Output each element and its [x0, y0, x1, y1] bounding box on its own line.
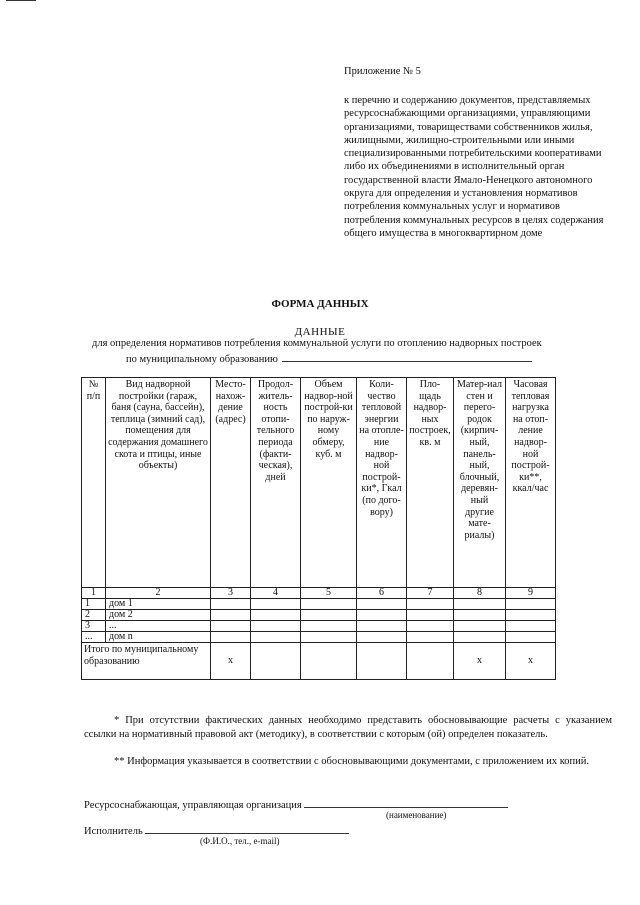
table-cell[interactable] — [301, 643, 357, 680]
performer-label: Исполнитель — [84, 826, 143, 837]
table-cell[interactable] — [506, 621, 556, 632]
column-number: 8 — [454, 588, 506, 599]
row-number: 2 — [82, 610, 106, 621]
header-building-type: Вид надворной постройки (гараж, баня (сауна, бассейн), теплица (зимний сад), помещения для содержания домашнего скота и птицы, иные объекты) — [106, 378, 211, 588]
row-building-name: дом 2 — [106, 610, 211, 621]
header-heat-energy: Коли-чество тепловой энергии на отопле-ние надвор-ной построй-ки*, Гкал (по дого-вору) — [357, 378, 407, 588]
row-number: 3 — [82, 621, 106, 632]
table-cell[interactable] — [211, 599, 251, 610]
column-number: 3 — [211, 588, 251, 599]
form-title: ФОРМА ДАННЫХ — [271, 298, 369, 310]
performer-caption: (Ф.И.О., тел., e-mail) — [200, 836, 280, 846]
table-cell[interactable] — [251, 632, 301, 643]
column-number: 1 — [82, 588, 106, 599]
header-num: № п/п — [82, 378, 106, 588]
performer-input-line[interactable] — [145, 823, 349, 834]
total-row — [82, 643, 556, 680]
table-cell[interactable] — [211, 610, 251, 621]
table-cell[interactable] — [407, 621, 454, 632]
column-number: 2 — [106, 588, 211, 599]
header-wall-material: Матер-иал стен и перего-родок (кирпич-ный, панель-ный, блочный, деревян-ный другие мате-риалы) — [454, 378, 506, 588]
header-volume: Объем надвор-ной построй-ки по наруж-ному обмеру, куб. м — [301, 378, 357, 588]
organization-caption: (наименование) — [386, 810, 447, 820]
performer-field — [84, 823, 349, 837]
table-cell[interactable] — [407, 599, 454, 610]
column-number: 7 — [407, 588, 454, 599]
table-cell[interactable] — [357, 632, 407, 643]
row-building-name: дом 1 — [106, 599, 211, 610]
table-cell[interactable] — [357, 643, 407, 680]
column-number: 4 — [251, 588, 301, 599]
table-header-row — [82, 378, 556, 588]
organization-label: Ресурсоснабжающая, управляющая организация — [84, 800, 302, 811]
table-cell[interactable] — [301, 621, 357, 632]
table-cell[interactable] — [454, 632, 506, 643]
table-row — [82, 632, 556, 643]
scan-corner-line — [6, 0, 36, 1]
table-cell[interactable] — [357, 610, 407, 621]
row-building-name: дом n — [106, 632, 211, 643]
table-cell[interactable] — [506, 610, 556, 621]
table-cell[interactable] — [454, 610, 506, 621]
table-cell[interactable] — [506, 632, 556, 643]
table-cell[interactable] — [357, 599, 407, 610]
column-number: 9 — [506, 588, 556, 599]
table-cell[interactable] — [301, 599, 357, 610]
row-number: 1 — [82, 599, 106, 610]
total-col9-mark: х — [506, 643, 556, 680]
column-number: 5 — [301, 588, 357, 599]
organization-input-line[interactable] — [304, 797, 508, 808]
table-cell[interactable] — [251, 643, 301, 680]
table-cell[interactable] — [407, 610, 454, 621]
table-cell[interactable] — [407, 643, 454, 680]
table-row — [82, 599, 556, 610]
table-cell[interactable] — [211, 632, 251, 643]
table-cell[interactable] — [211, 621, 251, 632]
data-title: ДАННЫЕ — [294, 326, 346, 338]
municipality-input-line[interactable] — [282, 352, 532, 362]
header-heating-period: Продол-житель-ность отопи-тельного периода (факти-ческая), дней — [251, 378, 301, 588]
table-cell[interactable] — [301, 610, 357, 621]
municipality-label: по муниципальному образованию — [126, 354, 278, 365]
table-cell[interactable] — [454, 621, 506, 632]
data-table — [81, 377, 556, 680]
appendix-title: Приложение № 5 — [344, 66, 421, 77]
table-cell[interactable] — [357, 621, 407, 632]
table-cell[interactable] — [251, 621, 301, 632]
row-number: ... — [82, 632, 106, 643]
table-cell[interactable] — [454, 599, 506, 610]
table-cell[interactable] — [251, 610, 301, 621]
table-cell[interactable] — [301, 632, 357, 643]
table-cell[interactable] — [407, 632, 454, 643]
header-heat-load: Часовая тепловая нагрузка на отоп-ление надвор-ной построй-ки**, ккал/час — [506, 378, 556, 588]
form-subtitle: для определения нормативов потребления коммунальной услуги по отоплению надворных построек — [92, 338, 542, 349]
header-location: Место-нахож-дение (адрес) — [211, 378, 251, 588]
column-number: 6 — [357, 588, 407, 599]
total-col8-mark: х — [454, 643, 506, 680]
organization-field — [84, 797, 508, 811]
table-cell[interactable] — [251, 599, 301, 610]
footnote-1: * При отсутствии фактических данных необходимо представить обосновывающие расчеты с указанием ссылки на нормативный правовой акт (методику), в соответствии с которым (ой) определен показатель. — [84, 715, 612, 740]
table-cell[interactable] — [506, 599, 556, 610]
municipality-field — [126, 352, 532, 365]
header-area: Пло-щадь надвор-ных построек, кв. м — [407, 378, 454, 588]
table-row — [82, 610, 556, 621]
column-number-row — [82, 588, 556, 599]
appendix-description: к перечню и содержанию документов, представляемых ресурсоснабжающими организациями, управляющими организациями, товариществами собственников жилья, жилищными, жилищно-строительными или иными специализированными потребительскими кооперативами либо их объединениями в исполнительный орган государственной власти Ямало-Ненецкого автономного округа для определения и установления нормативов потребления коммунальных услуг и нормативов потребления коммунальных ресурсов в целях содержания общего имущества в многоквартирном доме — [344, 95, 604, 239]
total-col3-mark: х — [211, 643, 251, 680]
footnote-2: ** Информация указывается в соответствии с обосновывающими документами, с приложением их копий. — [114, 756, 590, 767]
row-building-name: ... — [106, 621, 211, 632]
total-label: Итого по муниципальному образованию — [82, 643, 211, 680]
table-row — [82, 621, 556, 632]
